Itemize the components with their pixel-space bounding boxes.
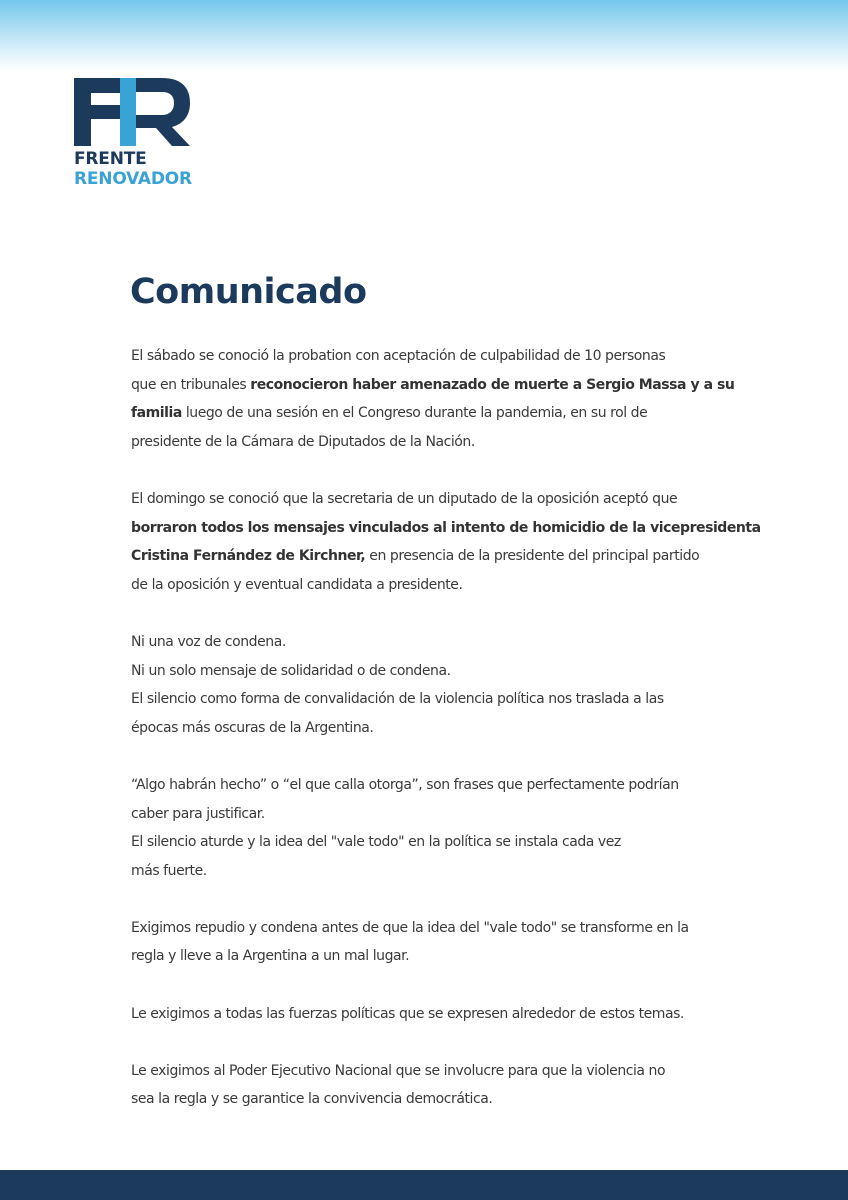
text-line	[131, 371, 735, 400]
text-line	[131, 399, 731, 428]
paragraph-4	[131, 771, 731, 885]
paragraph-7	[131, 1057, 731, 1114]
text-line	[131, 514, 761, 543]
text-line: Exigimos repudio y condena antes de que la idea del "vale todo" se transforme en la	[131, 919, 689, 936]
text-line: Ni un solo mensaje de solidaridad o de condena.	[131, 662, 451, 679]
footer-bar	[0, 1170, 848, 1200]
paragraph-1	[131, 342, 735, 456]
bold-text-run: familia	[131, 405, 182, 422]
brand-name-line2: RENOVADOR	[74, 169, 192, 189]
text-line: El silencio como forma de convalidación de la violencia política nos traslada a las	[131, 691, 664, 708]
text-line: presidente de la Cámara de Diputados de la Nación.	[131, 433, 475, 450]
document-body	[131, 342, 761, 1143]
text-line: El sábado se conoció la probation con aceptación de culpabilidad de 10 personas	[131, 348, 666, 364]
text-run: que en tribunales	[131, 376, 251, 393]
fr-monogram-icon	[74, 78, 192, 146]
text-run: en presencia de la presidente del principal partido	[365, 548, 700, 565]
header-gradient-band	[0, 0, 848, 70]
text-line: sea la regla y se garantice la convivencia democrática.	[131, 1091, 493, 1108]
text-line: El silencio aturde y la idea del "vale todo" en la política se instala cada vez	[131, 834, 621, 851]
text-line	[131, 542, 731, 571]
text-line: caber para justificar.	[131, 805, 265, 822]
text-line: de la oposición y eventual candidata a presidente.	[131, 576, 463, 593]
text-line: El domingo se conoció que la secretaria de un diputado de la oposición aceptó que	[131, 490, 678, 507]
text-line: Le exigimos al Poder Ejecutivo Nacional que se involucre para que la violencia no	[131, 1062, 666, 1079]
text-line: Le exigimos a todas las fuerzas políticas que se expresen alrededor de estos temas.	[131, 1005, 684, 1022]
bold-text-run: Cristina Fernández de Kirchner,	[131, 548, 366, 565]
text-line: “Algo habrán hecho” o “el que calla otorga”, son frases que perfectamente podrían	[131, 776, 679, 793]
brand-name-line1: FRENTE	[74, 149, 147, 169]
bold-text-run: borraron todos los mensajes vinculados al intento de homicidio de la vicepresidenta	[131, 519, 761, 536]
paragraph-5	[131, 914, 731, 971]
document-title: Comunicado	[130, 272, 367, 312]
text-line: épocas más oscuras de la Argentina.	[131, 719, 374, 736]
paragraph-2	[131, 485, 761, 599]
bold-text-run: reconocieron haber amenazado de muerte a Sergio Massa y a su	[250, 376, 735, 393]
paragraph-6	[131, 1000, 731, 1029]
text-line: Ni una voz de condena.	[131, 633, 286, 650]
text-run: luego de una sesión en el Congreso durante la pandemia, en su rol de	[181, 405, 648, 422]
text-line: regla y lleve a la Argentina a un mal lugar.	[131, 948, 410, 965]
paragraph-3	[131, 628, 731, 742]
frente-renovador-logo	[74, 78, 204, 190]
text-line: más fuerte.	[131, 862, 207, 879]
